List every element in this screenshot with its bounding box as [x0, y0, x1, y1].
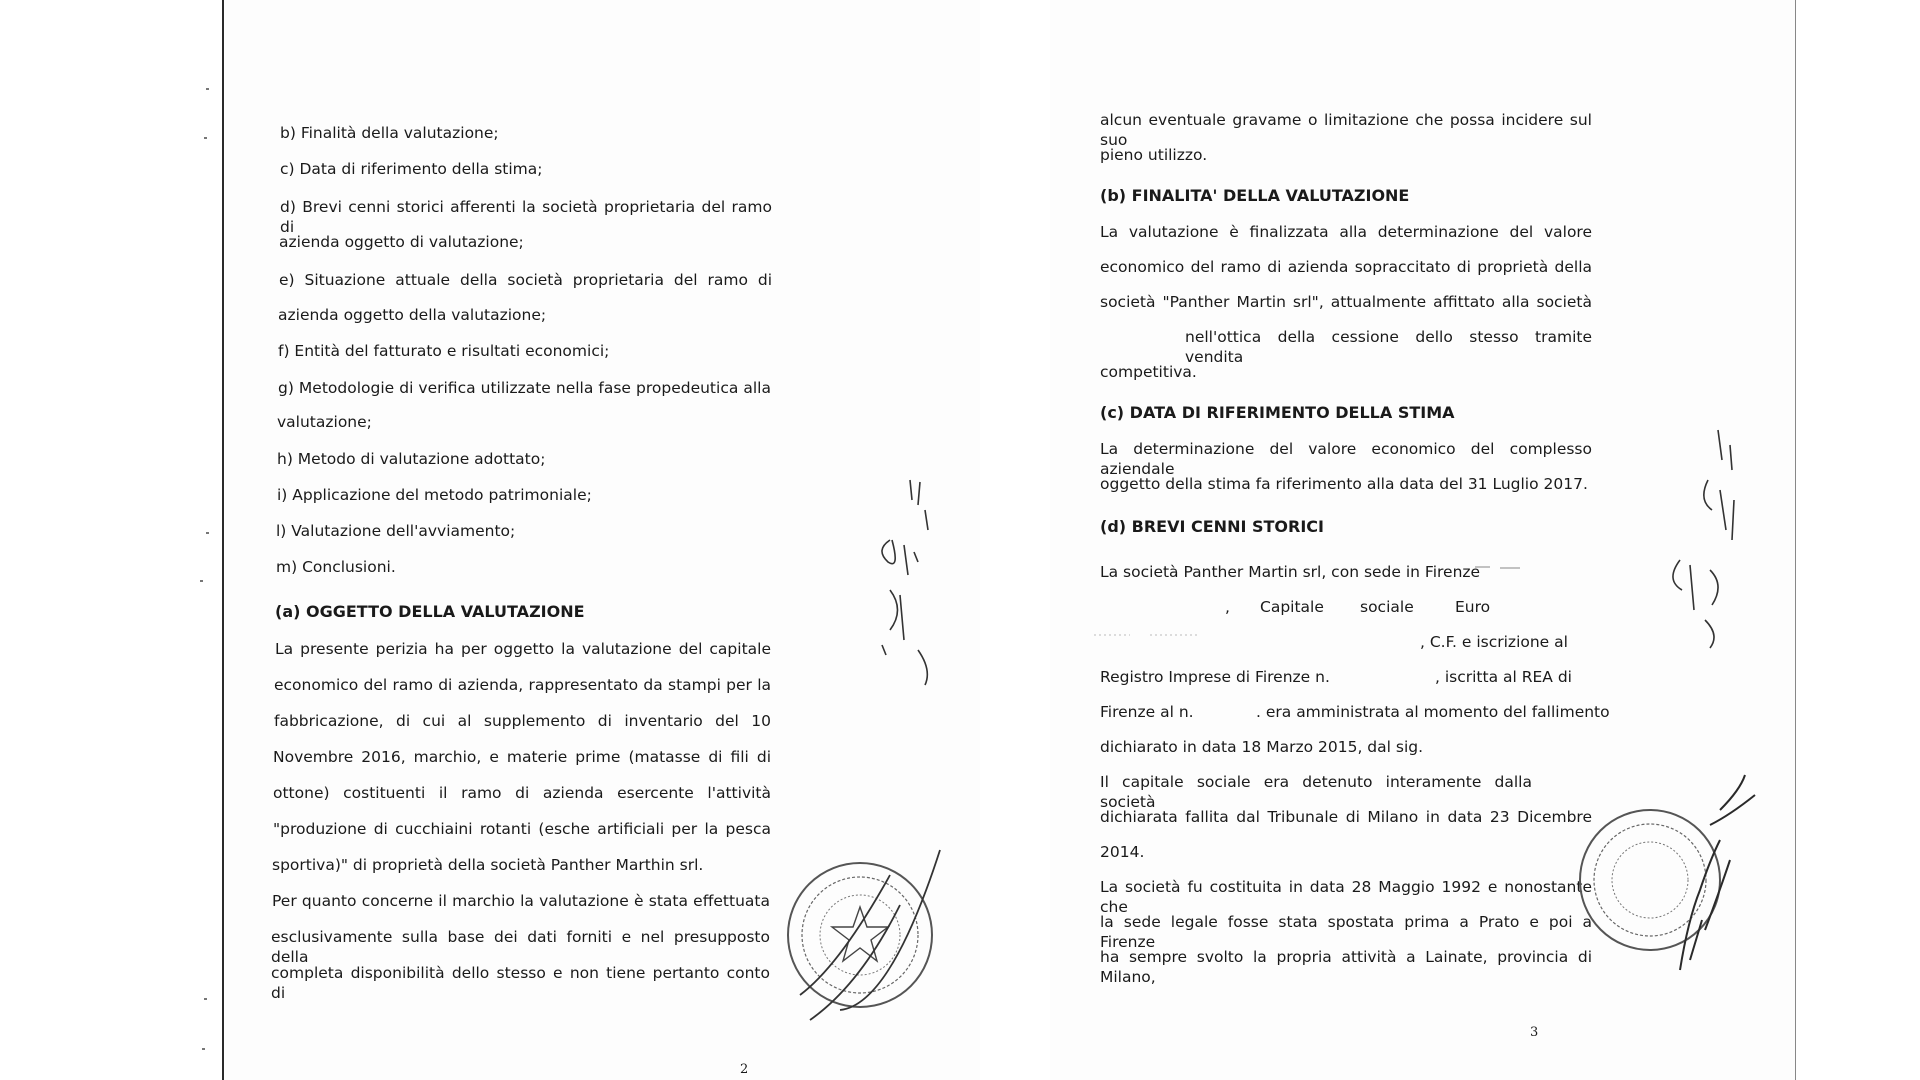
continuation-line: alcun eventuale gravame o limitazione che possa incidere sul suo: [1100, 111, 1592, 149]
para-d-line: dichiarato in data 18 Marzo 2015, dal sig.: [1100, 738, 1424, 756]
para-a-line: Per quanto concerne il marchio la valutazione è stata effettuata: [272, 892, 770, 910]
para-d-euro: Euro: [1455, 598, 1491, 616]
para-d-line: ha sempre svolto la propria attività a Lainate, provincia di Milano,: [1100, 948, 1592, 986]
para-d-comma: ,: [1225, 598, 1230, 616]
para-b-line: società "Panther Martin srl", attualmente affittato alla società: [1100, 293, 1592, 311]
list-item-g: g) Metodologie di verifica utilizzate nella fase propedeutica alla: [278, 379, 771, 397]
para-d-line: Il capitale sociale era detenuto interamente dalla società: [1100, 773, 1532, 811]
list-item-d: d) Brevi cenni storici afferenti la società proprietaria del ramo di: [280, 198, 772, 236]
list-item-b: b) Finalità della valutazione;: [280, 124, 499, 142]
para-b-line: La valutazione è finalizzata alla determinazione del valore: [1100, 223, 1592, 241]
para-a-line: "produzione di cucchiaini rotanti (esche artificiali per la pesca: [273, 820, 771, 838]
para-b-line: nell'ottica della cessione dello stesso tramite vendita: [1185, 328, 1592, 366]
para-a-line: fabbricazione, di cui al supplemento di inventario del 10: [274, 712, 771, 730]
para-a-line: esclusivamente sulla base dei dati forniti e nel presupposto della: [271, 928, 770, 966]
para-b-line: economico del ramo di azienda sopraccitato di proprietà della: [1100, 258, 1592, 276]
list-item-h: h) Metodo di valutazione adottato;: [277, 450, 546, 468]
official-stamp-right: [1570, 770, 1760, 980]
heading-cenni-storici: (d) BREVI CENNI STORICI: [1100, 517, 1324, 536]
list-item-d-cont: azienda oggetto di valutazione;: [279, 233, 524, 251]
list-item-i: i) Applicazione del metodo patrimoniale;: [277, 486, 592, 504]
para-a-line: Novembre 2016, marchio, e materie prime (matasse di fili di: [273, 748, 771, 766]
para-d-line: Registro Imprese di Firenze n.: [1100, 668, 1330, 686]
para-d-line: . era amministrata al momento del fallimento: [1256, 703, 1610, 721]
para-a-line: sportiva)" di proprietà della società Panther Marthin srl.: [272, 856, 704, 874]
list-item-g-cont: valutazione;: [277, 413, 372, 431]
para-d-line: La società Panther Martin srl, con sede in Firenze: [1100, 563, 1481, 581]
scan-speck: [204, 137, 207, 139]
para-d-line: la sede legale fosse stata spostata prima a Prato e poi a Firenze: [1100, 913, 1592, 951]
list-item-e: e) Situazione attuale della società proprietaria del ramo di: [279, 271, 772, 289]
para-c-line: La determinazione del valore economico del complesso aziendale: [1100, 440, 1592, 478]
para-d-line: , C.F. e iscrizione al: [1420, 633, 1568, 651]
para-d-capitale: Capitale: [1260, 598, 1324, 616]
para-d-line: Firenze al n.: [1100, 703, 1194, 721]
signature-right-margin: [1650, 420, 1750, 650]
far-right-edge: [1795, 0, 1796, 1080]
para-a-line: economico del ramo di azienda, rappresentato da stampi per la: [274, 676, 771, 694]
list-item-c: c) Data di riferimento della stima;: [280, 160, 543, 178]
para-a-line: ottone) costituenti il ramo di azienda esercente l'attività: [273, 784, 771, 802]
list-item-f: f) Entità del fatturato e risultati economici;: [278, 342, 610, 360]
redaction-marks-right: [1090, 555, 1590, 755]
para-d-line: dichiarata fallita dal Tribunale di Milano in data 23 Dicembre: [1100, 808, 1592, 826]
left-page-edge: [222, 0, 224, 1080]
para-a-line: completa disponibilità dello stesso e non tiene pertanto conto di: [271, 964, 770, 1002]
para-d-line: La società fu costituita in data 28 Maggio 1992 e nonostante che: [1100, 878, 1592, 916]
para-b-line: competitiva.: [1100, 363, 1197, 381]
list-item-l: l) Valutazione dell'avviamento;: [276, 522, 516, 540]
page-number-left: 2: [740, 1062, 749, 1077]
page-number-right: 3: [1530, 1025, 1539, 1040]
para-d-line: , iscritta al REA di: [1435, 668, 1572, 686]
scan-speck: [200, 580, 203, 582]
heading-oggetto: (a) OGGETTO DELLA VALUTAZIONE: [275, 602, 585, 621]
para-d-sociale: sociale: [1360, 598, 1414, 616]
official-stamp-left: [780, 845, 950, 1025]
scan-speck: [204, 998, 207, 1000]
scan-speck: [202, 1048, 205, 1050]
list-item-e-cont: azienda oggetto della valutazione;: [278, 306, 547, 324]
continuation-line: pieno utilizzo.: [1100, 146, 1208, 164]
heading-finalita: (b) FINALITA' DELLA VALUTAZIONE: [1100, 186, 1410, 205]
heading-data-riferimento: (c) DATA DI RIFERIMENTO DELLA STIMA: [1100, 403, 1455, 422]
list-item-m: m) Conclusioni.: [276, 558, 396, 576]
para-d-line: 2014.: [1100, 843, 1145, 861]
signature-left-margin: [870, 470, 940, 690]
scan-speck: [206, 532, 209, 534]
para-c-line: oggetto della stima fa riferimento alla data del 31 Luglio 2017.: [1100, 475, 1588, 493]
scan-speck: [206, 88, 209, 90]
para-a-line: La presente perizia ha per oggetto la valutazione del capitale: [275, 640, 771, 658]
